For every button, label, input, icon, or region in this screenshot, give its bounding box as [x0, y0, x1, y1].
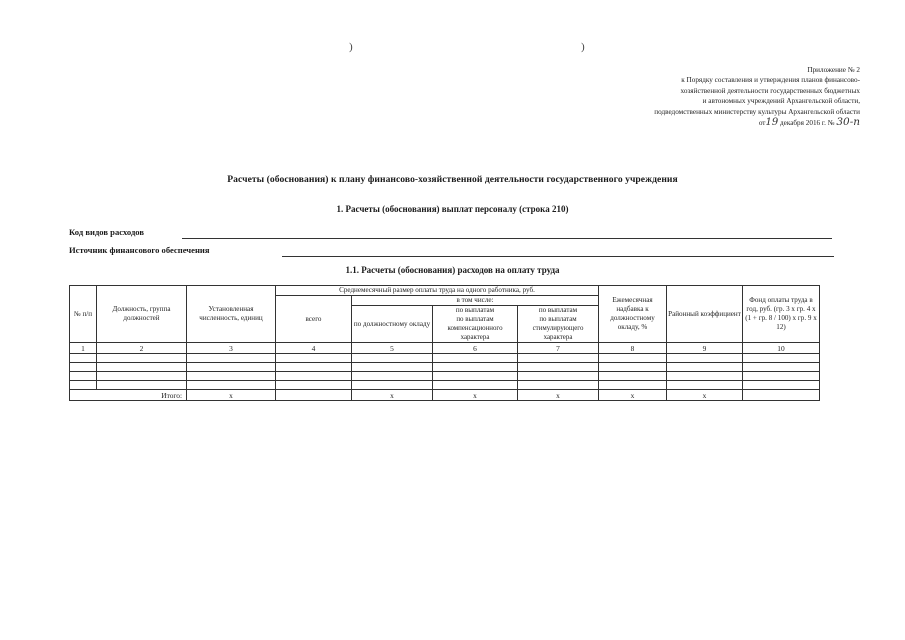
- header-payments-label: по выплатам: [433, 306, 518, 316]
- appendix-date-line: [560, 117, 860, 128]
- total-label: Итого:: [70, 390, 187, 401]
- header-num: № п/п: [70, 286, 97, 343]
- header-including: в том числе:: [352, 296, 599, 306]
- header-position: Должность, группа должностей: [97, 286, 187, 343]
- appendix-line: к Порядку составления и утверждения планов финансово-: [681, 76, 860, 85]
- appendix-line: хозяйственной деятельности государственных бюджетных: [680, 86, 860, 95]
- header-payments-label: по выплатам: [518, 306, 599, 316]
- header-total: всего: [276, 296, 352, 343]
- table-row: [70, 354, 820, 363]
- expense-code-label: Код видов расходов: [69, 227, 145, 237]
- appendix-line: подведомственных министерству культуры Архангельской области: [654, 107, 860, 116]
- total-cell: [276, 390, 352, 401]
- total-cell: x: [599, 390, 667, 401]
- header-avg-group: Среднемесячный размер оплаты труда на одного работника, руб.: [276, 286, 599, 296]
- col-number: 7: [518, 343, 599, 354]
- scan-mark-right: ): [581, 41, 585, 53]
- header-salary: по должностному окладу: [352, 306, 433, 343]
- header-headcount: Установленная численность, единиц: [187, 286, 276, 343]
- header-stimulating: [518, 315, 599, 343]
- section-title: 1.1. Расчеты (обоснования) расходов на оплату труда: [345, 265, 560, 275]
- header-compensation: [433, 315, 518, 343]
- header-regional-coefficient: Районный коэффициент: [667, 286, 743, 343]
- funding-source-label: Источник финансового обеспечения: [69, 245, 210, 255]
- total-row: [70, 390, 820, 401]
- col-number: 9: [667, 343, 743, 354]
- table-row: [70, 363, 820, 372]
- total-cell: x: [187, 390, 276, 401]
- total-cell: x: [518, 390, 599, 401]
- col-number: 5: [352, 343, 433, 354]
- date-prefix: от: [758, 119, 766, 128]
- col-number: 2: [97, 343, 187, 354]
- appendix-line: Приложение № 2: [807, 66, 860, 74]
- stimulating-text: по выплатам стимулирующего характера: [532, 316, 584, 341]
- handwritten-day: 19: [765, 117, 779, 129]
- col-number: 6: [433, 343, 518, 354]
- funding-source-line: [282, 256, 834, 257]
- compensation-text: по выплатам компенсационного характера: [447, 316, 503, 341]
- scan-mark-left: ): [349, 41, 353, 53]
- date-rest: декабря 2016 г. №: [779, 119, 835, 128]
- col-number: 10: [743, 343, 820, 354]
- col-number: 1: [70, 343, 97, 354]
- total-cell: [743, 390, 820, 401]
- total-cell: x: [667, 390, 743, 401]
- col-number: 4: [276, 343, 352, 354]
- col-number: 8: [599, 343, 667, 354]
- total-cell: x: [352, 390, 433, 401]
- header-monthly-bonus: Ежемесячная надбавка к должностному окладу, %: [599, 286, 667, 343]
- col-number: 3: [187, 343, 276, 354]
- expense-code-line: [182, 238, 832, 239]
- appendix-block: [560, 65, 860, 128]
- table-row: [70, 372, 820, 381]
- handwritten-doc-number: 30-п: [836, 116, 860, 129]
- table-row: [70, 381, 820, 390]
- payroll-table: [69, 285, 820, 401]
- document-subtitle: 1. Расчеты (обоснования) выплат персоналу (строка 210): [336, 204, 569, 214]
- document-title: Расчеты (обоснования) к плану финансово-хозяйственной деятельности государственного учреждения: [227, 174, 678, 185]
- header-wage-fund: Фонд оплаты труда в год, руб. (гр. 3 х гр. 4 х (1 + гр. 8 / 100) х гр. 9 х 12): [743, 286, 820, 343]
- total-cell: x: [433, 390, 518, 401]
- appendix-line: и автономных учреждений Архангельской области,: [702, 97, 860, 106]
